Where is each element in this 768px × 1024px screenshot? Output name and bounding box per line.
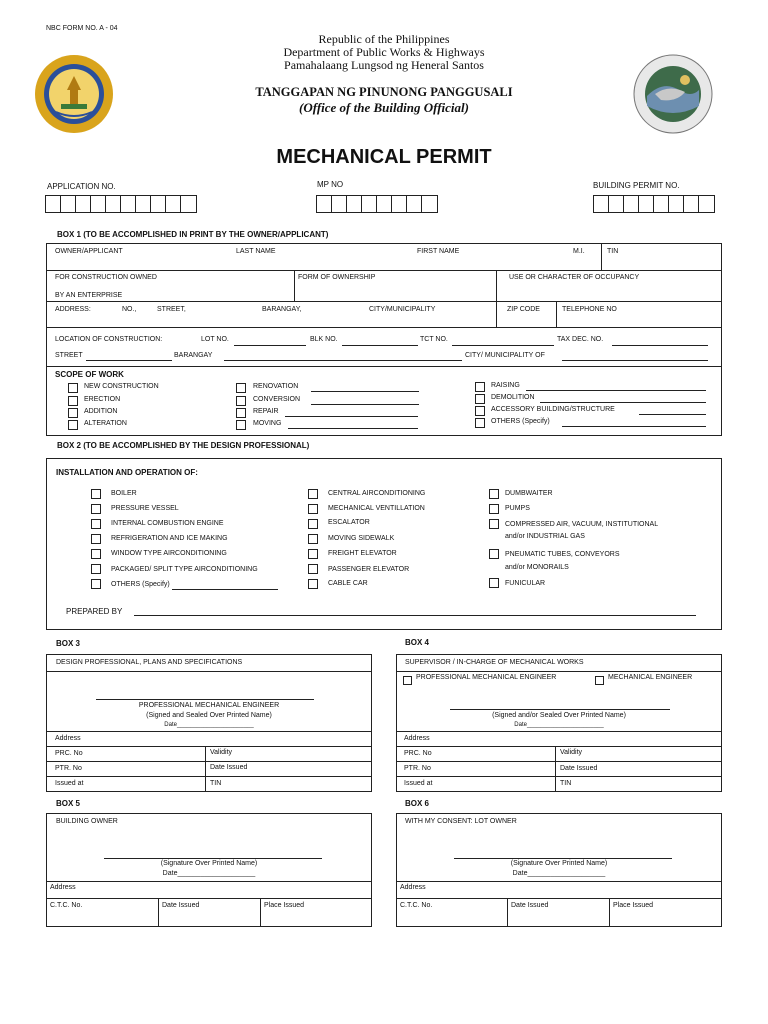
scope-others-field[interactable] — [562, 426, 706, 427]
scope-checkbox[interactable] — [68, 408, 78, 418]
telephone-label: TELEPHONE NO — [562, 306, 617, 313]
location-label: LOCATION OF CONSTRUCTION: — [55, 336, 163, 343]
install-checkbox[interactable] — [489, 549, 499, 559]
install-cable-car: CABLE CAR — [328, 580, 368, 587]
scope-addition: ADDITION — [84, 408, 118, 415]
install-others: OTHERS (Specify) — [111, 581, 170, 588]
box3-header: DESIGN PROFESSIONAL, PLANS AND SPECIFICATIONS — [56, 659, 243, 666]
last-name-label: LAST NAME — [236, 248, 276, 255]
install-checkbox[interactable] — [308, 549, 318, 559]
page-title: MECHANICAL PERMIT — [276, 146, 492, 168]
city-municipality-field[interactable] — [562, 360, 708, 361]
scope-renovation: RENOVATION — [253, 383, 299, 390]
scope-conversion: CONVERSION — [253, 396, 301, 403]
install-checkbox[interactable] — [91, 489, 101, 499]
box3-ptr-label: PTR. No — [55, 765, 82, 772]
box6-place-issued-label: Place Issued — [613, 902, 654, 909]
accessory-field[interactable] — [639, 414, 706, 415]
install-compressed-air-line2: and/or INDUSTRIAL GAS — [505, 533, 585, 540]
box2-frame — [46, 458, 722, 630]
box4-tin-label: TIN — [560, 780, 572, 787]
scope-checkbox[interactable] — [475, 406, 485, 416]
zip-code-label: ZIP CODE — [507, 306, 540, 313]
building-office-seal-logo — [633, 54, 713, 134]
box4-option-me: MECHANICAL ENGINEER — [608, 674, 693, 681]
raising-field[interactable] — [526, 390, 706, 391]
box3-issued-at-label: Issued at — [55, 780, 84, 787]
box4-date-issued-label: Date Issued — [560, 765, 598, 772]
box3-address-label: Address — [55, 735, 81, 742]
box5-address-label: Address — [50, 884, 76, 891]
enterprise-label: BY AN ENTERPRISE — [55, 292, 123, 299]
installation-title: INSTALLATION AND OPERATION OF: — [56, 468, 198, 477]
install-compressed-air: COMPRESSED AIR, VACUUM, INSTITUTIONAL — [505, 521, 659, 528]
install-split-aircon: PACKAGED/ SPLIT TYPE AIRCONDITIONING — [111, 566, 258, 573]
install-checkbox[interactable] — [489, 504, 499, 514]
install-checkbox[interactable] — [308, 534, 318, 544]
barangay-field[interactable] — [224, 360, 462, 361]
box6-title: BOX 6 — [405, 799, 430, 808]
scope-checkbox[interactable] — [236, 396, 246, 406]
install-pneumatic-tubes: PNEUMATIC TUBES, CONVEYORS — [505, 551, 620, 558]
box5-header: BUILDING OWNER — [56, 818, 118, 825]
city-seal-icon — [34, 54, 114, 134]
install-dumbwaiter: DUMBWAITER — [505, 490, 553, 497]
box3-validity-label: Validity — [210, 749, 233, 756]
install-pumps: PUMPS — [505, 505, 530, 512]
scope-others: OTHERS (Specify) — [491, 418, 550, 425]
scope-checkbox[interactable] — [475, 382, 485, 392]
install-checkbox[interactable] — [308, 579, 318, 589]
install-checkbox[interactable] — [308, 564, 318, 574]
tin-label: TIN — [607, 248, 619, 255]
install-checkbox[interactable] — [91, 519, 101, 529]
box4-header: SUPERVISOR / IN-CHARGE OF MECHANICAL WORKS — [405, 659, 584, 666]
scope-demolition: DEMOLITION — [491, 394, 535, 401]
lgu-line: Pamahalaang Lungsod ng Heneral Santos — [284, 58, 484, 72]
box5-title: BOX 5 — [56, 799, 81, 808]
office-tagalog: TANGGAPAN NG PINUNONG PANGGUSALI — [255, 85, 513, 99]
install-checkbox[interactable] — [489, 519, 499, 529]
lot-no-field[interactable] — [234, 345, 306, 346]
occupancy-label: USE OR CHARACTER OF OCCUPANCY — [509, 274, 640, 281]
box5-date-issued-label: Date Issued — [162, 902, 200, 909]
building-office-seal-icon — [633, 54, 713, 134]
box5-place-issued-label: Place Issued — [264, 902, 305, 909]
box4-issued-at-label: Issued at — [404, 780, 433, 787]
box4-address-label: Address — [404, 735, 430, 742]
scope-checkbox[interactable] — [236, 420, 246, 430]
tax-dec-no-label: TAX DEC. NO. — [557, 336, 604, 343]
scope-raising: RAISING — [491, 382, 520, 389]
scope-checkbox[interactable] — [475, 394, 485, 404]
box4-title: BOX 4 — [405, 638, 430, 647]
blk-no-field[interactable] — [342, 345, 418, 346]
install-checkbox[interactable] — [91, 564, 101, 574]
box3-prc-label: PRC. No — [55, 750, 83, 757]
scope-new-construction: NEW CONSTRUCTION — [84, 383, 159, 390]
blk-no-label: BLK NO. — [310, 336, 338, 343]
install-escalator: ESCALATOR — [328, 519, 370, 526]
install-funicular: FUNICULAR — [505, 580, 546, 587]
install-others-field[interactable] — [172, 589, 278, 590]
install-checkbox[interactable] — [308, 489, 318, 499]
box5-ctc-label: C.T.C. No. — [50, 902, 83, 909]
install-pneumatic-line2: and/or MONORAILS — [505, 564, 569, 571]
box6-ctc-label: C.T.C. No. — [400, 902, 433, 909]
office-english: (Office of the Building Official) — [299, 100, 469, 115]
install-internal-combustion: INTERNAL COMBUSTION ENGINE — [111, 520, 224, 527]
box5-signature-note: (Signature Over Printed Name) — [160, 860, 258, 867]
address-no-label: NO., — [122, 306, 137, 313]
box6-signature-note: (Signature Over Printed Name) — [510, 860, 608, 867]
scope-checkbox[interactable] — [68, 396, 78, 406]
form-number: NBC FORM NO. A - 04 — [46, 25, 118, 32]
box6-header: WITH MY CONSENT: LOT OWNER — [405, 818, 517, 825]
city-municipality-label: CITY/ MUNICIPALITY OF — [465, 352, 545, 359]
box4-option-checkbox[interactable] — [595, 676, 604, 685]
scope-of-work-title: SCOPE OF WORK — [55, 370, 124, 379]
mp-no-field[interactable] — [316, 195, 438, 213]
box3-tin-label: TIN — [210, 780, 222, 787]
construction-owned-label: FOR CONSTRUCTION OWNED — [55, 274, 157, 281]
owner-applicant-label: OWNER/APPLICANT — [55, 248, 123, 255]
box4-option-checkbox[interactable] — [403, 676, 412, 685]
box3-date: Date_______________________ — [164, 722, 254, 728]
box2-title: BOX 2 (TO BE ACCOMPLISHED BY THE DESIGN PROFESSIONAL) — [57, 441, 310, 450]
renovation-field[interactable] — [311, 391, 419, 392]
box3-role: PROFESSIONAL MECHANICAL ENGINEER — [138, 702, 280, 709]
install-boiler: BOILER — [111, 490, 137, 497]
install-checkbox[interactable] — [91, 534, 101, 544]
address-label: ADDRESS: — [55, 306, 91, 313]
install-central-aircon: CENTRAL AIRCONDITIONING — [328, 490, 426, 497]
lot-no-label: LOT NO. — [201, 336, 229, 343]
demolition-field[interactable] — [540, 402, 706, 403]
mi-label: M.I. — [573, 248, 585, 255]
install-passenger-elevator: PASSENGER ELEVATOR — [328, 566, 410, 573]
install-checkbox[interactable] — [91, 579, 101, 589]
box4-signed-note: (Signed and/or Sealed Over Printed Name) — [492, 712, 626, 719]
city-seal-logo — [34, 54, 114, 134]
install-checkbox[interactable] — [91, 504, 101, 514]
scope-checkbox[interactable] — [236, 408, 246, 418]
moving-field[interactable] — [288, 428, 418, 429]
tct-no-field[interactable] — [452, 345, 554, 346]
scope-accessory: ACCESSORY BUILDING/STRUCTURE — [491, 406, 615, 413]
street-field[interactable] — [86, 360, 172, 361]
box6-date-issued-label: Date Issued — [511, 902, 549, 909]
box4-validity-label: Validity — [560, 749, 583, 756]
box4-ptr-label: PTR. No — [404, 765, 431, 772]
republic-line: Republic of the Philippines — [318, 32, 450, 46]
install-checkbox[interactable] — [308, 504, 318, 514]
install-mech-ventilation: MECHANICAL VENTILLATION — [328, 505, 425, 512]
box3-title: BOX 3 — [56, 639, 81, 648]
install-moving-sidewalk: MOVING SIDEWALK — [328, 535, 395, 542]
scope-checkbox[interactable] — [475, 418, 485, 428]
repair-field[interactable] — [285, 416, 418, 417]
department-line: Department of Public Works & Highways — [283, 45, 485, 59]
box3-signed-note: (Signed and Sealed Over Printed Name) — [146, 712, 272, 719]
building-permit-no-field[interactable] — [593, 195, 715, 213]
install-checkbox[interactable] — [489, 578, 499, 588]
prepared-by-label: PREPARED BY — [66, 607, 123, 616]
address-street-label: STREET, — [157, 306, 186, 313]
conversion-field[interactable] — [311, 404, 419, 405]
box3-date-issued-label: Date Issued — [210, 764, 248, 771]
install-refrigeration: REFRIGERATION AND ICE MAKING — [111, 535, 228, 542]
address-barangay-label: BARANGAY, — [262, 306, 302, 313]
box6-address-label: Address — [400, 884, 426, 891]
tax-dec-no-field[interactable] — [612, 345, 708, 346]
install-checkbox[interactable] — [308, 519, 318, 529]
box4-signature-field[interactable] — [450, 709, 670, 710]
street-label: STREET — [55, 352, 83, 359]
box5-date: Date____________________ — [162, 870, 256, 877]
scope-erection: ERECTION — [84, 396, 121, 403]
box1-title: BOX 1 (TO BE ACCOMPLISHED IN PRINT BY THE OWNER/APPLICANT) — [57, 230, 329, 239]
tct-no-label: TCT NO. — [420, 336, 448, 343]
first-name-label: FIRST NAME — [417, 248, 460, 255]
install-checkbox[interactable] — [91, 549, 101, 559]
form-of-ownership-label: FORM OF OWNERSHIP — [298, 274, 376, 281]
application-no-label: APPLICATION NO. — [47, 182, 116, 191]
install-checkbox[interactable] — [489, 489, 499, 499]
scope-checkbox[interactable] — [68, 383, 78, 393]
building-permit-no-label: BUILDING PERMIT NO. — [593, 181, 680, 190]
box4-option-pme: PROFESSIONAL MECHANICAL ENGINEER — [416, 674, 557, 681]
scope-alteration: ALTERATION — [84, 420, 127, 427]
box5-signature-field[interactable] — [104, 858, 322, 859]
barangay-label: BARANGAY — [174, 352, 213, 359]
scope-checkbox[interactable] — [236, 383, 246, 393]
box6-signature-field[interactable] — [454, 858, 672, 859]
prepared-by-field[interactable] — [134, 615, 696, 616]
application-no-field[interactable] — [45, 195, 197, 213]
install-freight-elevator: FREIGHT ELEVATOR — [328, 550, 397, 557]
box4-prc-label: PRC. No — [404, 750, 432, 757]
mp-no-label: MP NO — [317, 180, 344, 189]
scope-repair: REPAIR — [253, 408, 279, 415]
install-window-aircon: WINDOW TYPE AIRCONDITIONING — [111, 550, 227, 557]
scope-checkbox[interactable] — [68, 420, 78, 430]
box3-signature-field[interactable] — [96, 699, 314, 700]
scope-moving: MOVING — [253, 420, 282, 427]
box4-date: Date_______________________ — [514, 722, 604, 728]
address-city-label: CITY/MUNICIPALITY — [369, 306, 436, 313]
box6-date: Date____________________ — [512, 870, 606, 877]
install-pressure-vessel: PRESSURE VESSEL — [111, 505, 179, 512]
